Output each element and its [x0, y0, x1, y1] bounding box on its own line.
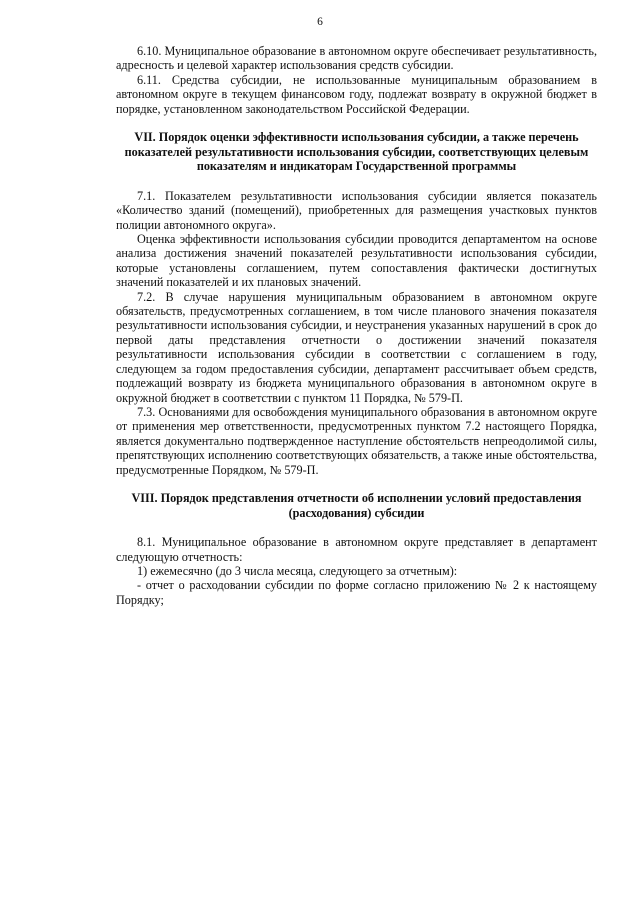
list-item-monthly: 1) ежемесячно (до 3 числа месяца, следующего за отчетным): [137, 563, 458, 578]
page-number: 6 [317, 16, 323, 28]
paragraph-7-3: 7.3. Основаниями для освобождения муниципального образования в автономном округе от применения мер ответственности, предусмотренных пунктом 7.2 настоящего Порядка, является документально подтвержденное наступление обстоятельств непреодолимой силы, препятствующих исполнению соответствующих обязательств, а также иные обстоятельства, предусмотренные Порядком, № 579-П. [116, 404, 597, 477]
section-8-heading: VIII. Порядок представления отчетности об исполнении условий предоставления (расходования) субсидии [131, 490, 582, 520]
document-body [116, 44, 597, 607]
paragraph-7-2: 7.2. В случае нарушения муниципальным образованием в автономном округе обязательств, предусмотренных соглашением, в том числе планового значения показателя результативности использования субсидии, и неустранения указанных нарушений в срок до первой даты представления отчетности о достижении значений показателя результативности использования субсидии в соответствии с соглашением в году, следующем за годом предоставления субсидии, департамент рассчитывает объем средств, подлежащий возврату из бюджета муниципального образования в автономном округе в окружной бюджет в соответствии с пунктом 11 Порядка, № 579-П. [116, 289, 597, 405]
section-7-heading: VII. Порядок оценки эффективности использования субсидии, а также перечень показателей результативности использования субсидии, соответствующих целевым показателям и индикаторам Государственной программы [124, 130, 589, 174]
paragraph-evaluation: Оценка эффективности использования субсидии проводится департаментом на основе анализа достижения значений показателей результативности использования субсидии, которые установлены соглашением, путем сопоставления фактически достигнутых значений показателей и их плановых значений. [116, 232, 597, 290]
paragraph-6-10: 6.10. Муниципальное образование в автономном округе обеспечивает результативность, адресность и целевой характер использования средств субсидии. [116, 44, 597, 73]
paragraph-7-1: 7.1. Показателем результативности использования субсидии является показатель «Количество зданий (помещений), приобретенных для размещения участковых пунктов полиции автономного округа». [116, 188, 597, 232]
list-item-report: - отчет о расходовании субсидии по форме согласно приложению № 2 к настоящему Порядку; [116, 578, 597, 607]
paragraph-8-1: 8.1. Муниципальное образование в автономном округе представляет в департамент следующую отчетность: [116, 535, 597, 564]
paragraph-6-11: 6.11. Средства субсидии, не использованные муниципальным образованием в автономном округе в текущем финансовом году, подлежат возврату в окружной бюджет в порядке, установленном законодательством Российской Федерации. [116, 72, 597, 116]
